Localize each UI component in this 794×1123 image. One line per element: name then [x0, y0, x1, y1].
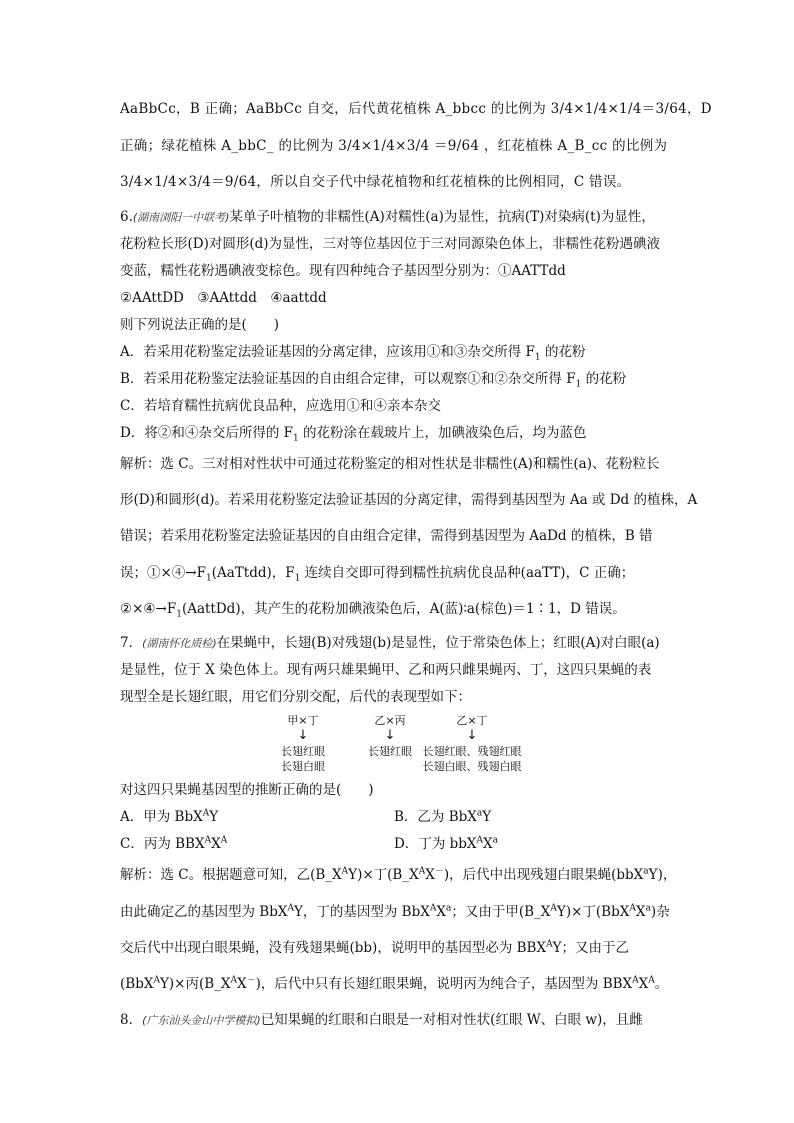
q6-source: (湖南浏阳一中联考) [132, 211, 230, 224]
cross-yi-ding [412, 712, 532, 774]
q5-answer-line-2: 正确；绿花植株 A_bbC_ 的比例为 3/4×1/4×3/4 ＝9/64 ，红花植株 A_B_cc 的比例为 [120, 138, 668, 154]
q7-option-a: A．甲为 BbX$^A$Y [120, 808, 219, 825]
offspring-phenotype: 长翅白眼、残翅白眼 [422, 760, 522, 773]
q7-stem-line-1 [120, 633, 660, 654]
cross-label: 乙×丙 [374, 714, 406, 727]
q7-source: (湖南怀化质检) [142, 637, 217, 650]
q6-stem-line-2: 花粉粒长形(D)对圆形(d)为显性，三对等位基因位于三对同源染色体上，非糯性花粉遇碘液 [120, 236, 661, 252]
q5-answer-line-1: AaBbCc，B 正确；AaBbCc 自交，后代黄花植株 A_bbcc 的比例为 3/4×1/4×1/4＝3/64，D [120, 101, 712, 117]
q7-answer-line-2: 由此确定乙的基因型为 BbX$^A$Y，丁的基因型为 $BbX^AX^a$；又由于甲$(B\_X^AY)\times$丁$(BbX^AX^a)$杂 [120, 903, 670, 920]
q6-option-a: A．若采用花粉鉴定法验证基因的分离定律，应该用①和③杂交所得 $F_1$ 的花粉 [120, 344, 586, 363]
q7-option-d: D．丁为 $bbX^AX^a$ [394, 835, 499, 852]
q6-stem-line-4: ②AAttDD ③AAttdd ④aattdd [120, 290, 327, 306]
offspring-phenotype: 长翅白眼 [281, 760, 325, 773]
down-arrow-icon: ↓ [297, 728, 309, 743]
q6-number: 6. [120, 209, 133, 225]
q6-option-c: C．若培育糯性抗病优良品种，应选用①和④亲本杂交 [120, 398, 441, 414]
cross-jia-ding [268, 712, 338, 774]
down-arrow-icon: ↓ [384, 728, 396, 743]
offspring-phenotype: 长翅红眼、残翅红眼 [422, 745, 522, 758]
q6-answer-line-4: 误；$①\times ④\to F_1(AaTtdd)$，$F_1$ 连续自交即可得到糯性抗病优良品种(aaTT)，C 正确； [120, 565, 635, 584]
q6-answer-line-3: 错误；若采用花粉鉴定法验证基因的自由组合定律，需得到基因型为 AaDd 的植株，B 错 [120, 528, 653, 544]
q7-option-c: C．丙为 $BBX^AX^A$ [120, 835, 228, 852]
cross-label: 甲×丁 [287, 714, 319, 727]
q6-answer-line-2: 形(D)和圆形(d)。若采用花粉鉴定法验证基因的分离定律，需得到基因型为 Aa 或 Dd 的植株，A [120, 492, 698, 508]
q6-stem-text: 某单子叶植物的非糯性(A)对糯性(a)为显性，抗病(T)对染病(t)为显性， [229, 209, 655, 225]
cross-label: 乙×丁 [456, 714, 488, 727]
q5-answer-line-3: 3/4×1/4×3/4＝9/64，所以自交子代中绿花植物和红花植株的比例相同，C 错误。 [120, 174, 631, 190]
q7-number: 7． [120, 635, 143, 651]
q8-source: (广东汕头金山中学模拟) [142, 1014, 261, 1027]
q6-answer-line-5: $②\times ④\to F_1(AattDd)$，其产生的花粉加碘液染色后，A(蓝)∶a(棕色)＝1∶1，D 错误。 [120, 601, 626, 620]
q6-answer-line-1: 解析：选 C。三对相对性状中可通过花粉鉴定的相对性状是非糯性(A)和糯性(a)、花粉粒长 [120, 456, 660, 472]
q7-answer-line-3: 交后代中出现白眼果蝇，没有残翅果蝇(bb)，说明甲的基因型必为 $BBX^AY$；又由于乙 [120, 939, 629, 956]
down-arrow-icon: ↓ [466, 728, 478, 743]
q6-option-d: D．将②和④杂交后所得的 $F_1$ 的花粉涂在载玻片上，加碘液染色后，均为蓝色 [120, 425, 587, 444]
q7-stem-line-3: 现型全是长翅红眼，用它们分别交配，后代的表现型如下： [120, 689, 471, 705]
offspring-phenotype: 长翅红眼 [281, 745, 325, 758]
q6-option-b: B．若采用花粉鉴定法验证基因的自由组合定律，可以观察①和②杂交所得 $F_1$ 的花粉 [120, 371, 627, 390]
q7-answer-line-4: (BbX$^A$Y)×丙$(B\_X^AX^-)$，后代中只有长翅红眼果蝇，说明丙为纯合子，基因型为 $BBX^AX^A$。 [120, 975, 669, 992]
offspring-phenotype: 长翅红眼 [368, 745, 412, 758]
q7-stem-text: 在果蝇中，长翅(B)对残翅(b)是显性，位于常染色体上；红眼(A)对白眼(a) [216, 635, 660, 651]
q6-stem-line-5: 则下列说法正确的是( ) [120, 317, 280, 333]
q7-stem-line-4: 对这四只果蝇基因型的推断正确的是( ) [120, 782, 374, 798]
q7-option-b: B．乙为 BbX$^a$Y [394, 808, 492, 825]
q8-stem-line-1 [120, 1010, 643, 1031]
q7-stem-line-2: 是显性，位于 X 染色体上。现有两只雄果蝇甲、乙和两只雌果蝇丙、丁，这四只果蝇的表 [120, 662, 652, 678]
q6-stem-line-1 [120, 207, 655, 228]
q8-number: 8． [120, 1012, 143, 1028]
q6-stem-line-3: 变蓝，糯性花粉遇碘液变棕色。现有四种纯合子基因型分别为：①AATTdd [120, 263, 566, 279]
q8-stem-text: 已知果蝇的红眼和白眼是一对相对性状(红眼 W、白眼 w)，且雌 [260, 1012, 643, 1028]
q7-answer-line-1: 解析：选 C。根据题意可知，乙$(B\_X^AY)\times$丁$(B\_X^AX^-)$，后代中出现残翅白眼果蝇(bbX$^a$Y)， [120, 866, 677, 883]
